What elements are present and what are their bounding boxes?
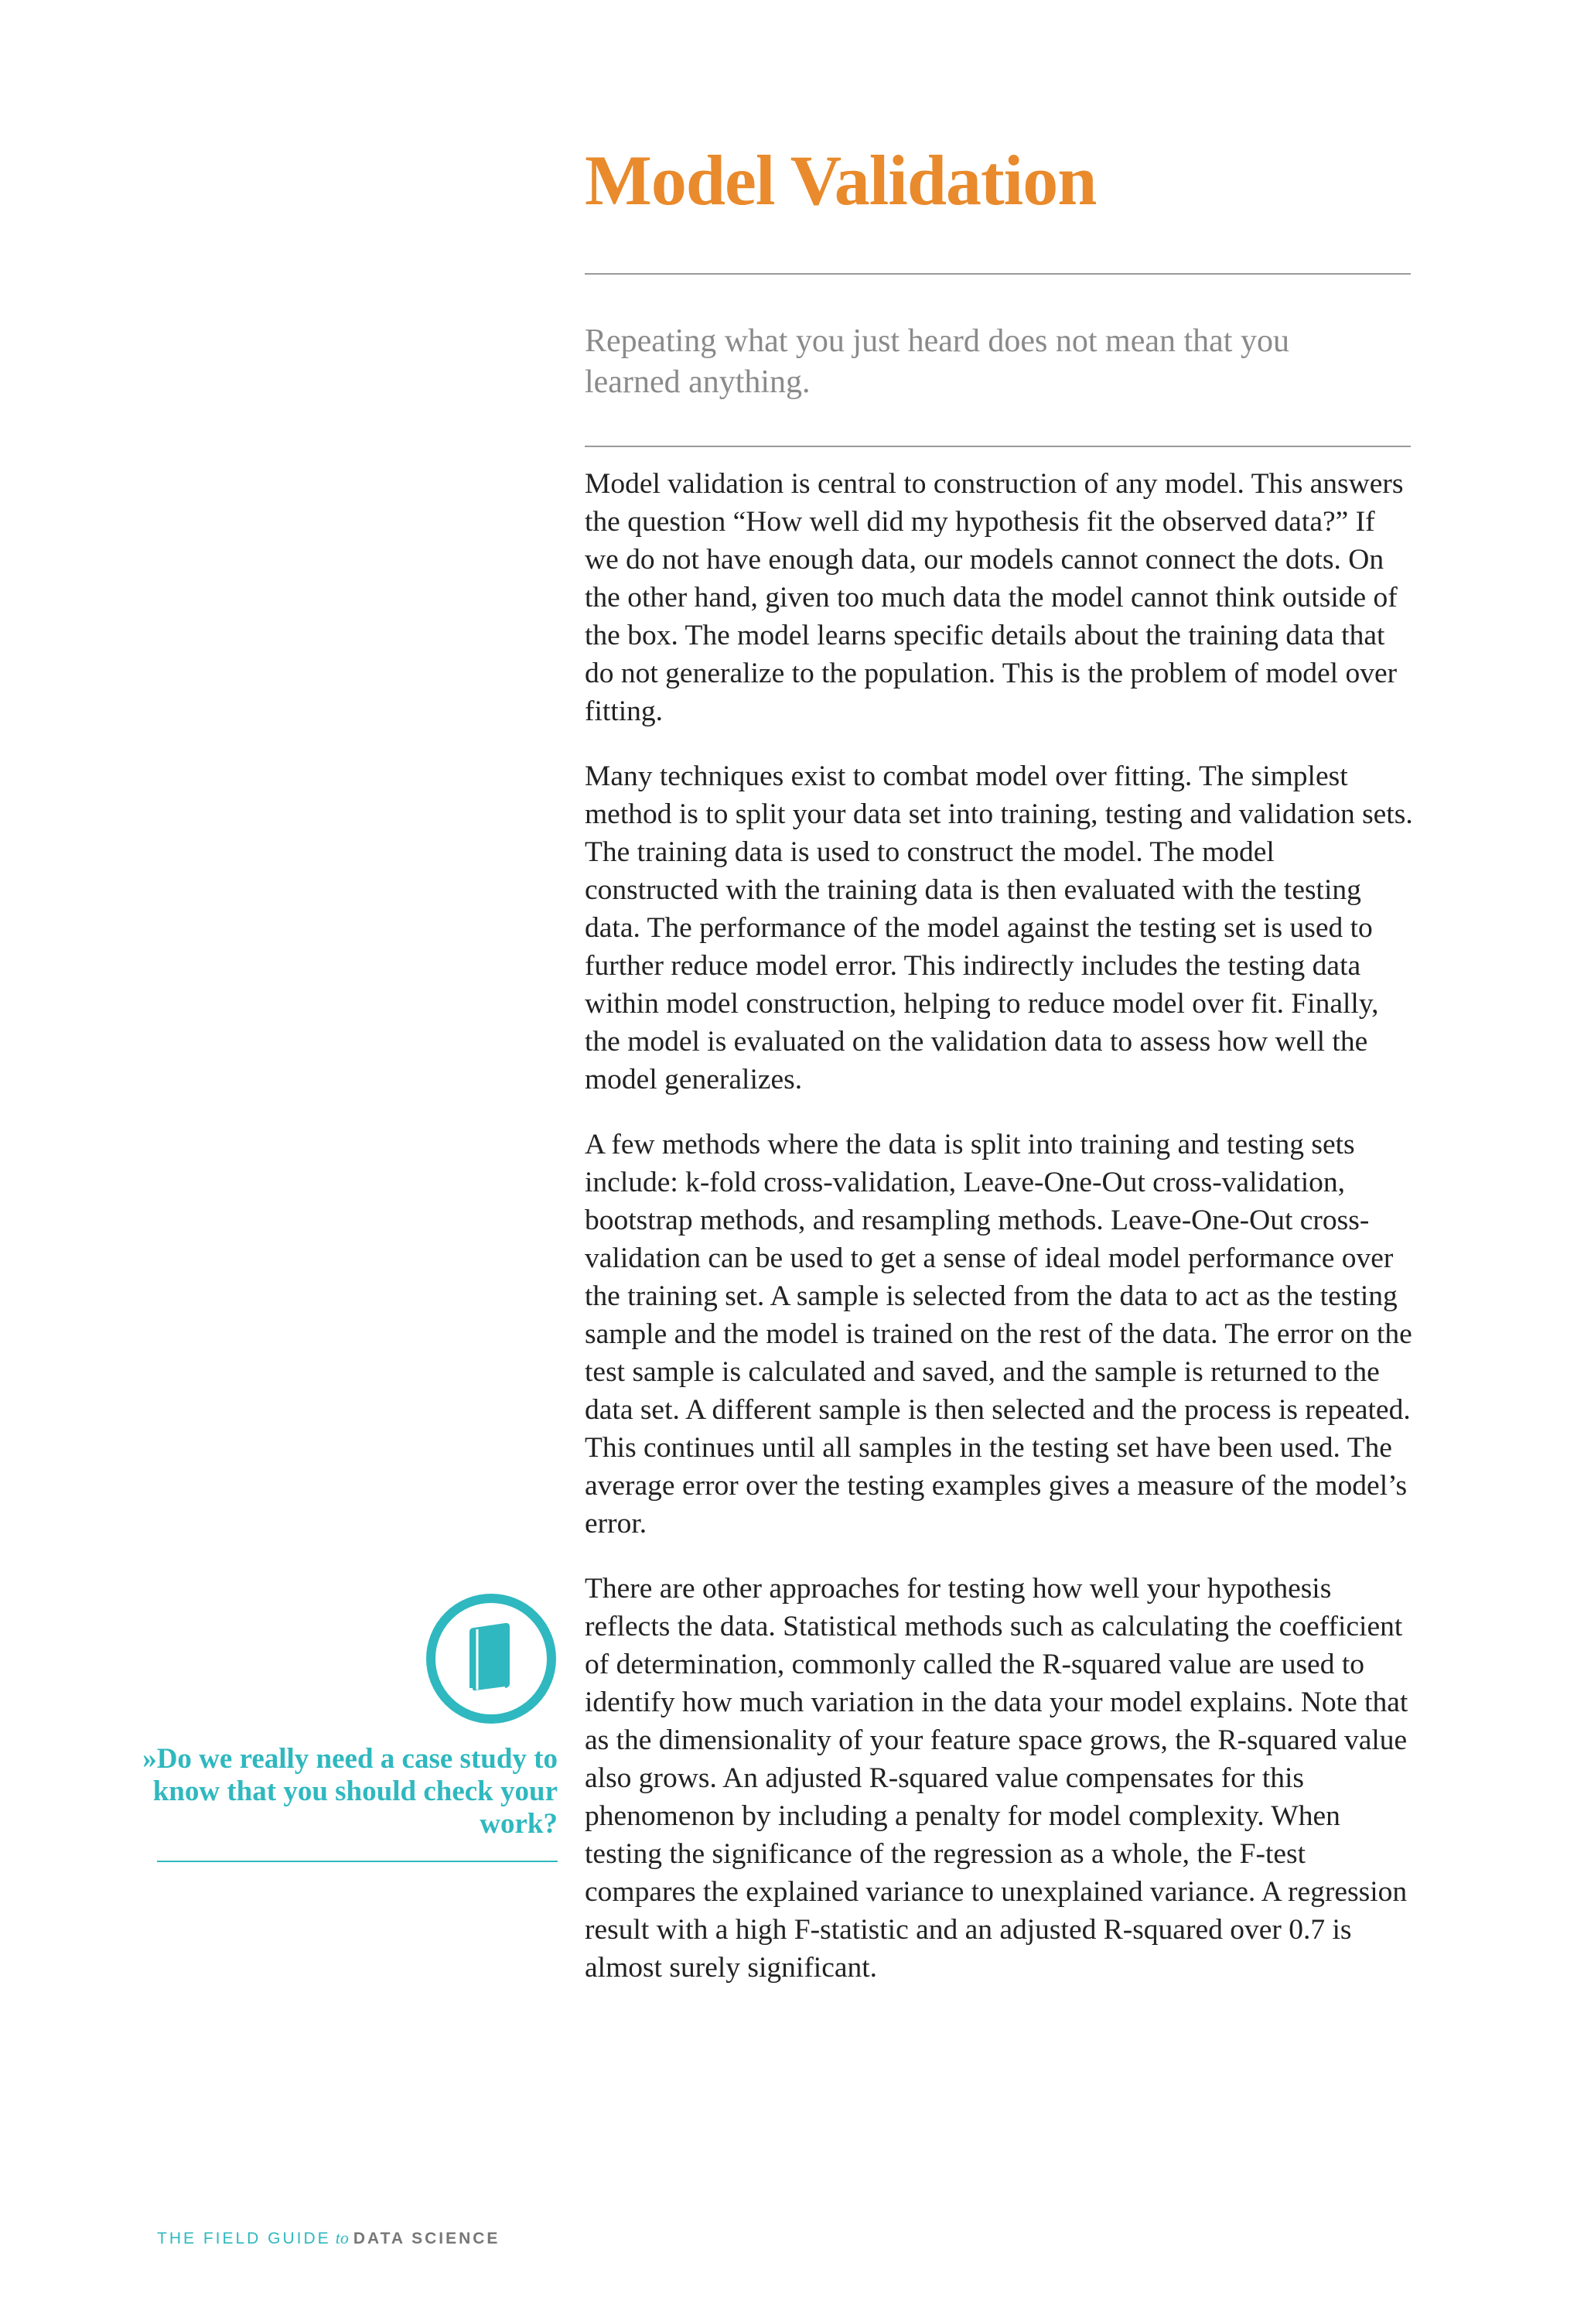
book-icon bbox=[425, 1592, 558, 1725]
footer bbox=[157, 2228, 500, 2248]
page-title: Model Validation bbox=[585, 141, 1097, 220]
footer-guide-label: THE FIELD GUIDE bbox=[157, 2230, 331, 2247]
body-text bbox=[585, 465, 1414, 2014]
body-paragraph: Model validation is central to construction of any model. This answers the question “How well did my hypothesis fit the observed data?” If we do not have enough data, our models cannot connect the dots. On the other hand, given too much data the model cannot think outside of the box. The model learns specific details about the training data that do not generalize to the population. This is the problem of model over fitting. bbox=[585, 468, 1404, 727]
epigraph: Repeating what you just heard does not mean that you learned anything. bbox=[585, 323, 1289, 400]
footer-connector: to bbox=[335, 2228, 349, 2247]
epigraph-divider bbox=[585, 446, 1411, 447]
title-divider bbox=[585, 273, 1411, 275]
pull-quote-underline bbox=[157, 1861, 558, 1862]
footer-subject-label: DATA SCIENCE bbox=[353, 2230, 500, 2247]
body-paragraph: There are other approaches for testing how well your hypothesis reflects the data. Statistical methods such as calculating the coefficient of determination, commonly called the R-squared value are used to identify how much variation in the data your model explains. Note that as the dimensionality of your feature space grows, the R-squared value also grows. An adjusted R-squared value compensates for this phenomenon by including a penalty for model complexity. When testing the significance of the regression as a whole, the F-test compares the explained variance to unexplained variance. A regression result with a high F-statistic and an adjusted R-squared over 0.7 is almost surely significant. bbox=[585, 1573, 1408, 1984]
pull-quote: »Do we really need a case study to know that you should check your work? bbox=[142, 1743, 558, 1840]
body-paragraph: A few methods where the data is split into training and testing sets include: k-fold cross-validation, Leave-One-Out cross-validation, bootstrap methods, and resampling methods. Leave-One-Out cross-validation can be used to get a sense of ideal model performance over the training set. A sample is selected from the data to act as the testing sample and the model is trained on the rest of the data. The error on the test sample is calculated and saved, and the sample is returned to the data set. A different sample is then selected and the process is repeated. This continues until all samples in the testing set have been used. The average error over the testing examples gives a measure of the model’s error. bbox=[585, 1129, 1412, 1540]
body-paragraph: Many techniques exist to combat model over fitting. The simplest method is to split your data set into training, testing and validation sets. The training data is used to construct the model. The model constructed with the training data is then evaluated with the testing data. The performance of the model against the testing set is used to further reduce model error. This indirectly includes the testing data within model construction, helping to reduce model over fit. Finally, the model is evaluated on the validation data to assess how well the model generalizes. bbox=[585, 760, 1413, 1095]
